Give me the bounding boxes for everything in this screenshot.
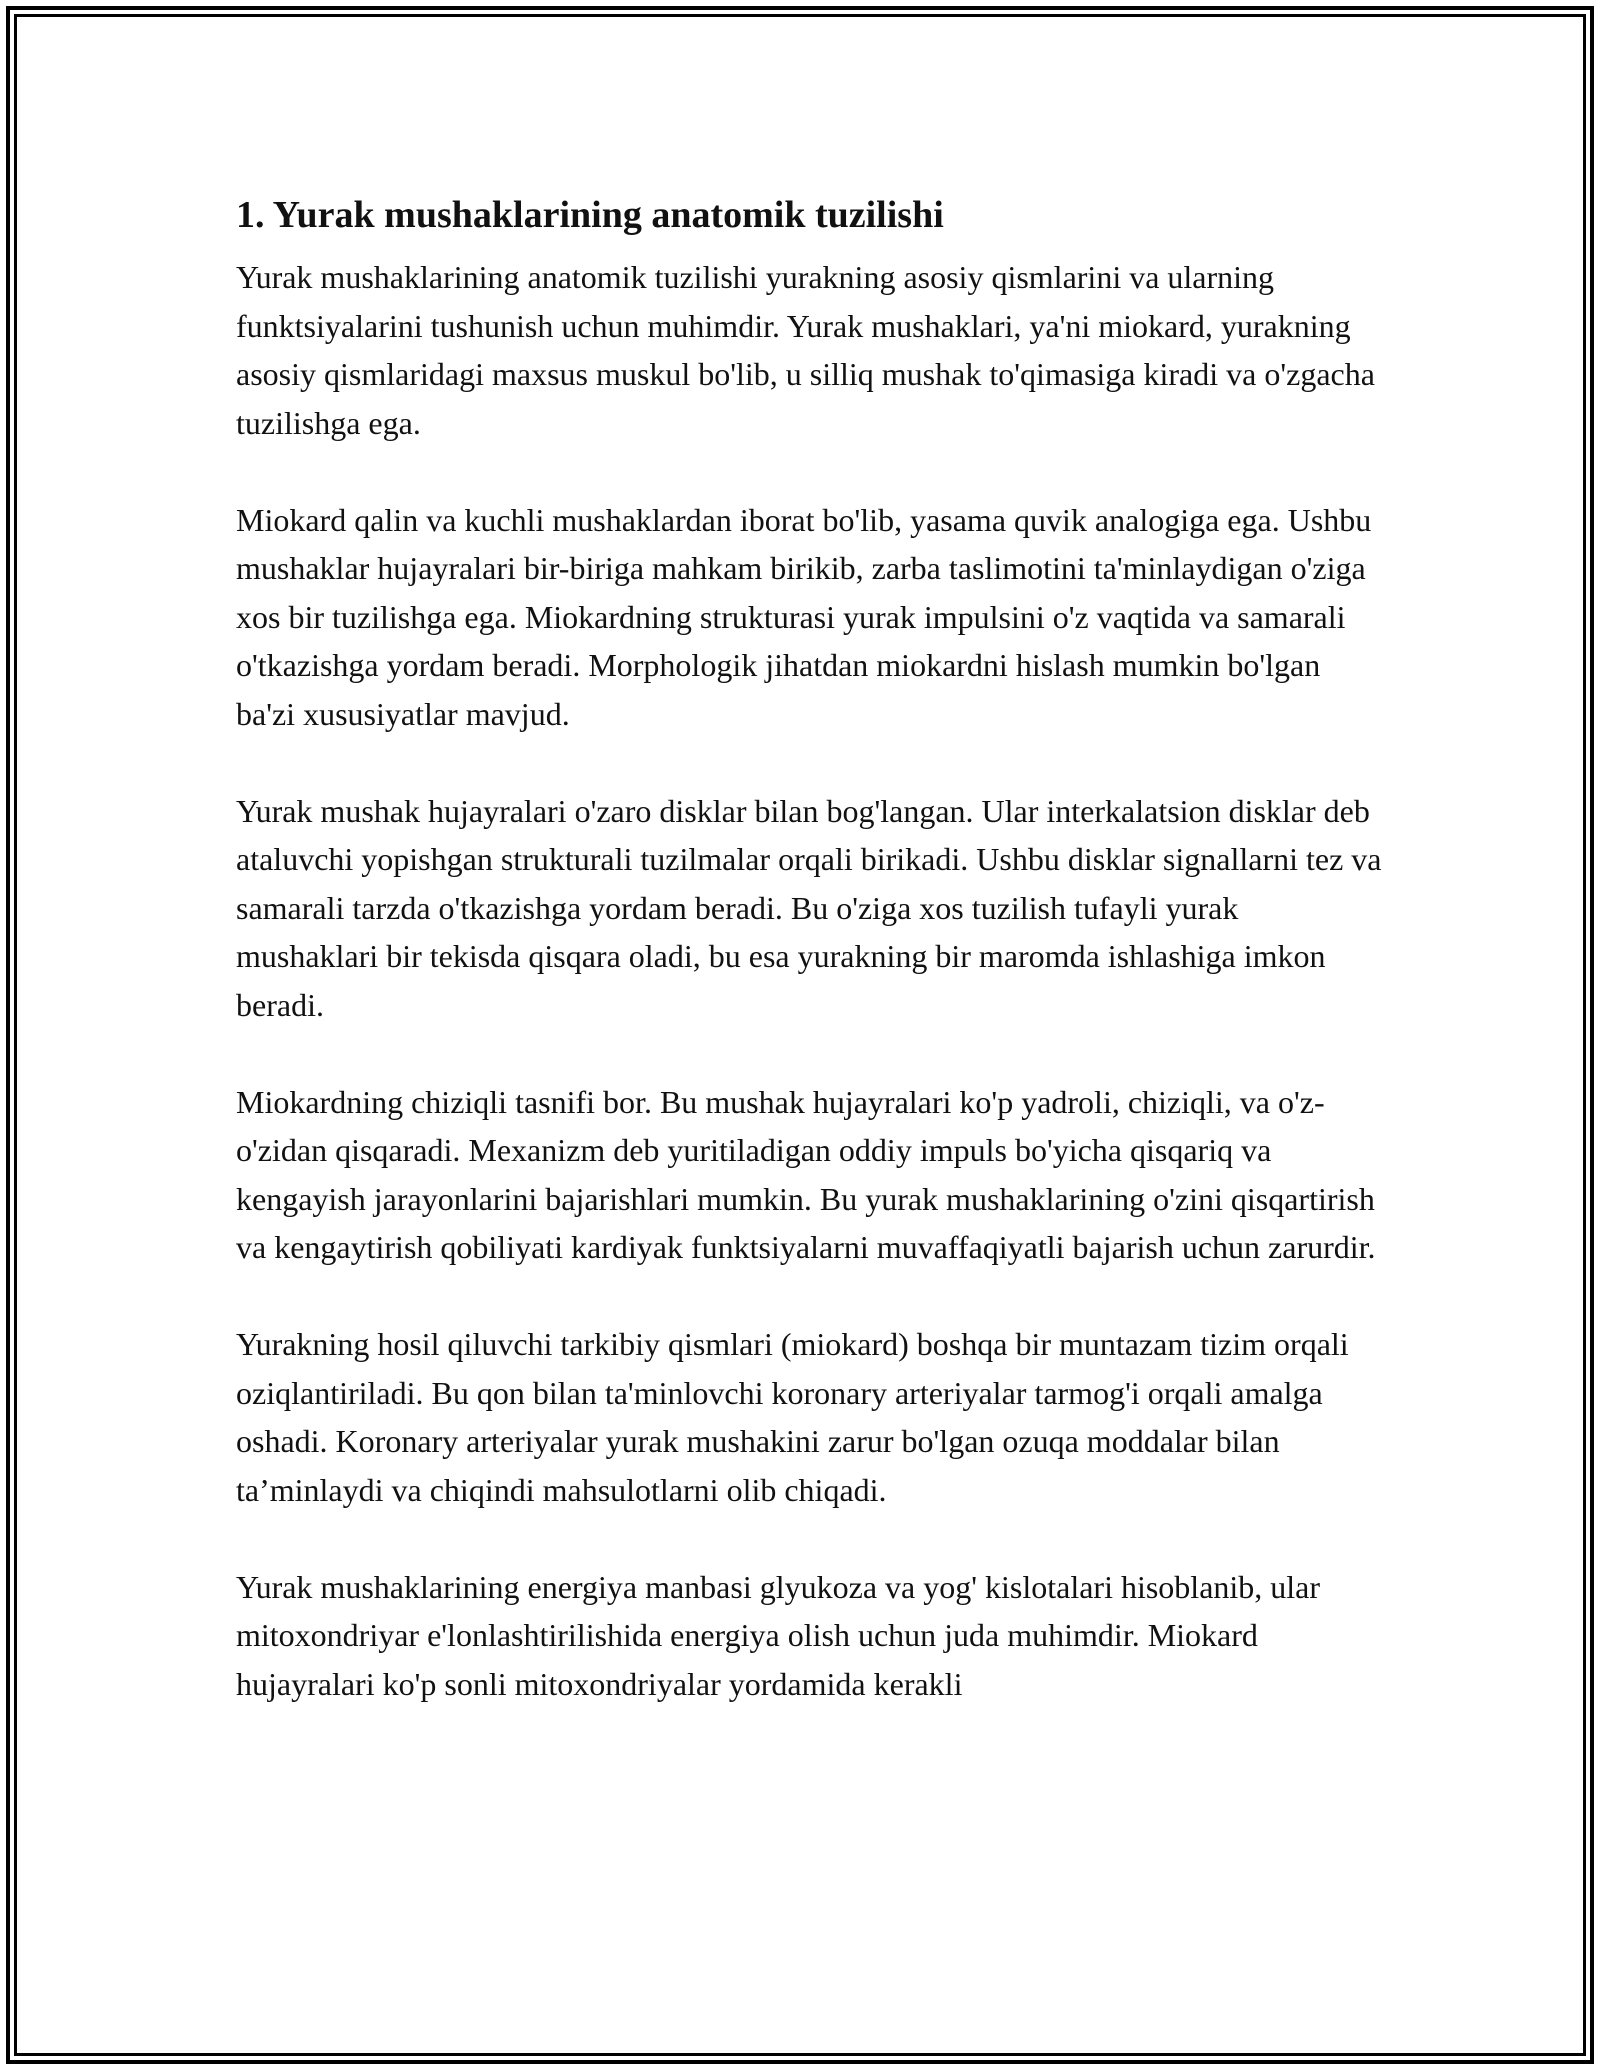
paragraph-5: Yurakning hosil qiluvchi tarkibiy qismlari (miokard) boshqa bir muntazam tizim orqali oziqlantiriladi. Bu qon bilan ta'minlovchi koronary arteriyalar tarmog'i orqali amalga oshadi. Koronary arteriyalar yurak mushakini zarur bo'lgan ozuqa moddalar bilan ta’minlaydi va chiqindi mahsulotlarni olib chiqadi. — [236, 1326, 1349, 1508]
paragraph-3: Yurak mushak hujayralari o'zaro disklar bilan bog'langan. Ular interkalatsion disklar deb ataluvchi yopishgan strukturali tuzilmalar orqali birikadi. Ushbu disklar signallarni tez va samarali tarzda o'tkazishga yordam beradi. Bu o'ziga xos tuzilish tufayli yurak mushaklari bir tekisda qisqara oladi, bu esa yurakning bir maromda ishlashiga imkon beradi. — [236, 792, 1382, 1023]
section-heading: 1. Yurak mushaklarining anatomik tuzilishi — [236, 194, 944, 236]
paragraph-6: Yurak mushaklarining energiya manbasi glyukoza va yog' kislotalari hisoblanib, ular mitoxondriyar e'lonlashtirilishida energiya olish uchun juda muhimdir. Miokard hujayralari ko'p sonli mitoxondriyalar yordamida kerakli — [236, 1568, 1321, 1702]
paragraph-1: Yurak mushaklarining anatomik tuzilishi yurakning asosiy qismlarini va ularning funktsiyalarini tushunish uchun muhimdir. Yurak mushaklari, ya'ni miokard, yurakning asosiy qismlaridagi maxsus muskul bo'lib, u silliq mushak to'qimasiga kiradi va o'zgacha tuzilishga ega. — [236, 259, 1375, 441]
paragraph-4: Miokardning chiziqli tasnifi bor. Bu mushak hujayralari ko'p yadroli, chiziqli, va o'z-o'zidan qisqaradi. Mexanizm deb yuritiladigan oddiy impuls bo'yicha qisqariq va kengayish jarayonlarini bajarishlari mumkin. Bu yurak mushaklarining o'zini qisqartirish va kengaytirish qobiliyati kardiyak funktsiyalarni muvaffaqiyatli bajarish uchun zarurdir. — [236, 1083, 1376, 1265]
paragraph-2: Miokard qalin va kuchli mushaklardan iborat bo'lib, yasama quvik analogiga ega. Ushbu mushaklar hujayralari bir-biriga mahkam birikib, zarba taslimotini ta'minlaydigan o'ziga xos bir tuzilishga ega. Miokardning strukturasi yurak impulsini o'z vaqtida va samarali o'tkazishga yordam beradi. Morphologik jihatdan miokardni hislash mumkin bo'lgan ba'zi xususiyatlar mavjud. — [236, 501, 1372, 732]
document-body — [236, 186, 1386, 1708]
